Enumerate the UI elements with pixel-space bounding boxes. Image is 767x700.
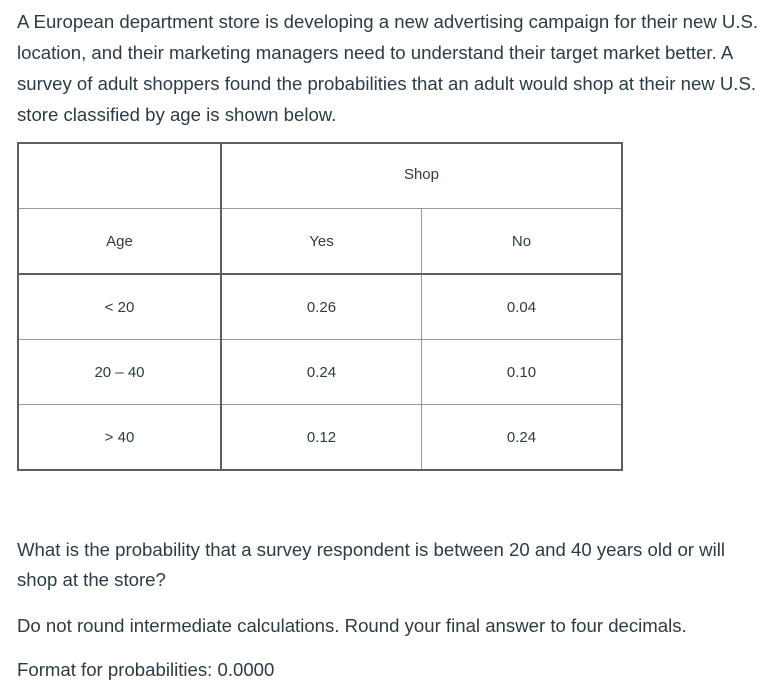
column-header-no: No <box>421 209 622 275</box>
column-header-age: Age <box>18 209 221 275</box>
format-text: Format for probabilities: 0.0000 <box>17 659 275 680</box>
table-group-header-row <box>18 143 622 209</box>
table-row <box>18 274 622 340</box>
shop-group-header <box>221 143 622 209</box>
age-cell: > 40 <box>18 405 221 471</box>
age-cell: < 20 <box>18 274 221 340</box>
no-cell: 0.10 <box>421 340 622 405</box>
table-header-row <box>18 209 622 275</box>
table-row <box>18 340 622 405</box>
yes-cell: 0.12 <box>221 405 422 471</box>
no-cell: 0.04 <box>421 274 622 340</box>
column-header-yes: Yes <box>221 209 422 275</box>
instruction-text: Do not round intermediate calculations. Round your final answer to four decimals. <box>17 615 687 636</box>
probability-table <box>17 142 623 471</box>
question-text: What is the probability that a survey respondent is between 20 and 40 years old or will shop at the store? <box>17 539 725 590</box>
no-cell: 0.24 <box>421 405 622 471</box>
age-cell: 20 – 40 <box>18 340 221 405</box>
yes-cell: 0.24 <box>221 340 422 405</box>
table-row <box>18 405 622 471</box>
empty-corner-cell <box>18 143 221 209</box>
intro-paragraph: A European department store is developing a new advertising campaign for their new U.S. location, and their marketing managers need to understand their target market better. A survey of adult shoppers found the probabilities that an adult would shop at their new U.S. store classified by age is shown below. <box>17 11 759 125</box>
yes-cell: 0.26 <box>221 274 422 340</box>
shop-group-label: Shop <box>403 165 439 183</box>
